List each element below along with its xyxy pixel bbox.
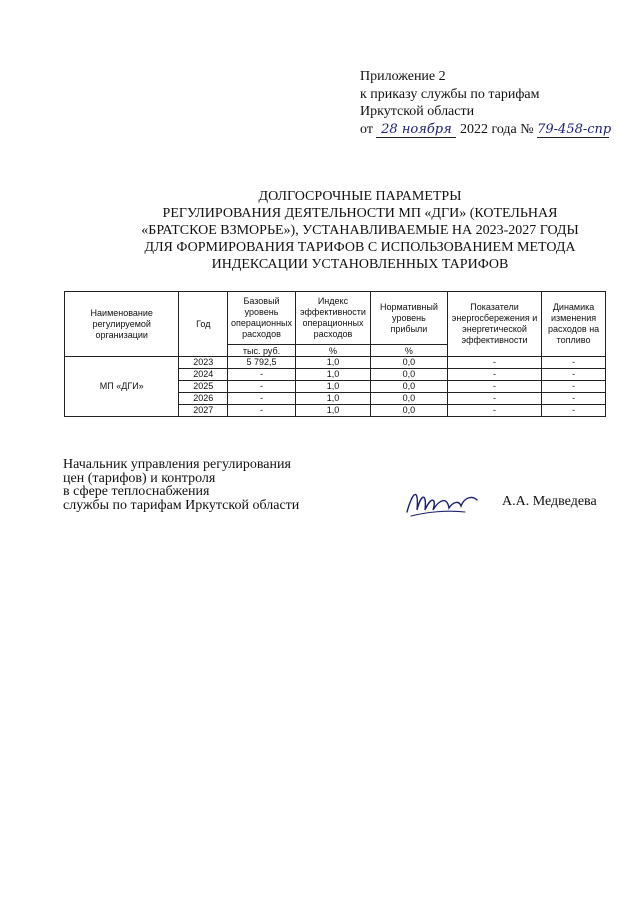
cell-fuel: - — [542, 381, 606, 393]
date-prefix: от — [360, 121, 373, 137]
position-line: Начальник управления регулирования — [63, 457, 291, 472]
cell-year: 2024 — [179, 369, 228, 381]
title-line: ДЛЯ ФОРМИРОВАНИЯ ТАРИФОВ С ИСПОЛЬЗОВАНИЕМ МЕТОДА — [144, 240, 576, 255]
cell-energy: - — [447, 393, 541, 405]
table-row — [65, 357, 606, 369]
header-energy-efficiency: Показатели энергосбережения и энергетической эффективности — [447, 292, 541, 357]
signer-name: А.А. Медведева — [502, 494, 597, 509]
appendix-region: Иркутской области — [360, 104, 475, 119]
unit-profit: % — [370, 345, 447, 357]
cell-base: - — [228, 381, 296, 393]
cell-profit: 0,0 — [370, 381, 447, 393]
cell-energy: - — [447, 381, 541, 393]
appendix-number: Приложение 2 — [360, 69, 446, 84]
cell-year: 2023 — [179, 357, 228, 369]
cell-index: 1,0 — [295, 357, 370, 369]
header-base-level: Базовый уровень операционных расходов — [228, 292, 296, 345]
cell-energy: - — [447, 369, 541, 381]
cell-fuel: - — [542, 405, 606, 417]
cell-fuel: - — [542, 357, 606, 369]
cell-index: 1,0 — [295, 369, 370, 381]
appendix-order-ref: к приказу службы по тарифам — [360, 86, 540, 102]
table-header-row — [65, 292, 606, 345]
cell-profit: 0,0 — [370, 405, 447, 417]
header-profit-level: Нормативный уровень прибыли — [370, 292, 447, 345]
cell-profit: 0,0 — [370, 393, 447, 405]
cell-energy: - — [447, 357, 541, 369]
signatory-position — [63, 458, 299, 512]
cell-fuel: - — [542, 393, 606, 405]
document-title — [60, 188, 640, 273]
organization-cell: МП «ДГИ» — [65, 357, 179, 417]
cell-index: 1,0 — [295, 405, 370, 417]
cell-year: 2026 — [179, 393, 228, 405]
appendix-header — [360, 68, 612, 138]
title-line: ДОЛГОСРОЧНЫЕ ПАРАМЕТРЫ — [258, 189, 462, 204]
position-line: в сфере теплоснабжения — [63, 484, 210, 499]
header-organization: Наименование регулируемой организации — [65, 292, 179, 357]
header-year: Год — [179, 292, 228, 357]
cell-base: - — [228, 369, 296, 381]
header-fuel-dynamics: Динамика изменения расходов на топливо — [542, 292, 606, 357]
cell-profit: 0,0 — [370, 357, 447, 369]
handwritten-order-number: 79-458-спр — [537, 121, 612, 137]
unit-index: % — [295, 345, 370, 357]
unit-base: тыс. руб. — [228, 345, 296, 357]
cell-index: 1,0 — [295, 381, 370, 393]
handwritten-signature — [403, 482, 483, 527]
parameters-table — [64, 291, 606, 417]
cell-profit: 0,0 — [370, 369, 447, 381]
title-line: ИНДЕКСАЦИИ УСТАНОВЛЕННЫХ ТАРИФОВ — [211, 257, 509, 272]
cell-base: - — [228, 393, 296, 405]
handwritten-date: 28 ноября — [376, 123, 456, 138]
position-line: службы по тарифам Иркутской области — [63, 497, 300, 513]
position-line: цен (тарифов) и контроля — [63, 470, 216, 486]
cell-base: - — [228, 405, 296, 417]
cell-index: 1,0 — [295, 393, 370, 405]
title-line: РЕГУЛИРОВАНИЯ ДЕЯТЕЛЬНОСТИ МП «ДГИ» (КОТЕЛЬНАЯ — [162, 206, 558, 221]
header-efficiency-index: Индекс эффективности операционных расходов — [295, 292, 370, 345]
cell-energy: - — [447, 405, 541, 417]
cell-base: 5 792,5 — [228, 357, 296, 369]
appendix-date-line — [360, 121, 612, 139]
cell-fuel: - — [542, 369, 606, 381]
year-text: 2022 года № — [459, 121, 534, 137]
title-line: «БРАТСКОЕ ВЗМОРЬЕ»), УСТАНАВЛИВАЕМЫЕ НА 2023-2027 ГОДЫ — [141, 223, 579, 238]
cell-year: 2025 — [179, 381, 228, 393]
cell-year: 2027 — [179, 405, 228, 417]
